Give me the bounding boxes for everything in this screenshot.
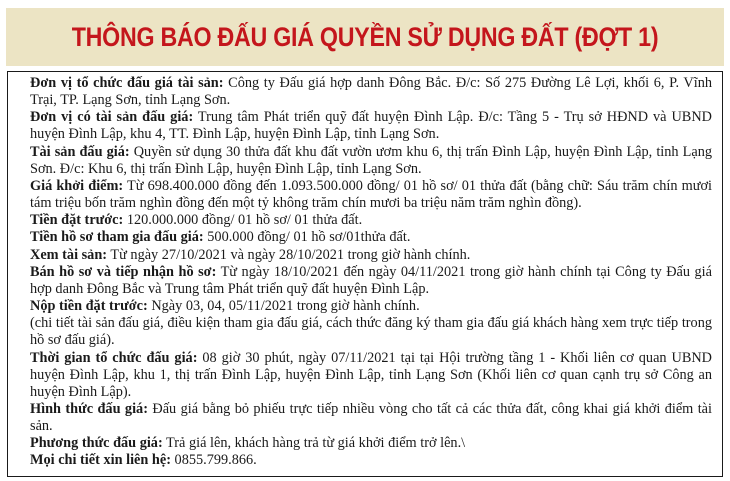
text-starting-price: Từ 698.400.000 đồng đến 1.093.500.000 đồng/ 01 hồ sơ/ 01 thửa đất (bằng chữ: Sáu trăm chín mươi tám triệu bốn trăm nghìn đồng đến một tỷ không trăm chín mươi ba triệu năm trăm nghìn đồng). xyxy=(30,177,712,212)
label-auction-time: Thời gian tổ chức đấu giá: xyxy=(30,349,198,366)
label-deposit: Tiền đặt trước: xyxy=(30,212,124,229)
label-deposit-payment: Nộp tiền đặt trước: xyxy=(30,298,148,315)
paragraph-auction-time xyxy=(30,350,712,401)
label-asset: Tài sản đấu giá: xyxy=(30,143,130,160)
paragraph-dossier-fee xyxy=(30,229,712,246)
paragraph-asset-owner xyxy=(30,109,712,143)
text-asset-owner: Trung tâm Phát triển quỹ đất huyện Đình Lập. Đ/c: Tầng 5 - Trụ sở HĐND và UBND huyện Đình Lập, khu 4, TT. Đình Lập, huyện Đình Lập, tỉnh Lạng Sơn. xyxy=(30,109,712,143)
text-deposit: 120.000.000 đồng/ 01 hồ sơ/ 01 thửa đất. xyxy=(123,212,363,229)
paragraph-organizer xyxy=(30,75,712,109)
paragraph-dossier-sale xyxy=(30,264,712,298)
paragraph-viewing xyxy=(30,247,712,264)
title-banner xyxy=(6,8,724,66)
label-viewing: Xem tài sản: xyxy=(30,246,108,263)
paragraph-auction-method xyxy=(30,435,712,452)
text-organizer: Công ty Đấu giá hợp danh Đông Bắc. Đ/c: Số 275 Đường Lê Lợi, khối 6, P. Vĩnh Trại, TP. Lạng Sơn, tỉnh Lạng Sơn. xyxy=(30,75,713,109)
text-dossier-fee: 500.000 đồng/ 01 hồ sơ/01thửa đất. xyxy=(203,229,411,246)
label-starting-price: Giá khởi điểm: xyxy=(30,177,124,194)
paragraph-details-note xyxy=(30,315,712,349)
paragraph-deposit xyxy=(30,212,712,229)
label-organizer: Đơn vị tổ chức đấu giá tài sản: xyxy=(30,75,224,91)
paragraph-asset xyxy=(30,144,712,178)
text-auction-form: Đấu giá bằng bỏ phiếu trực tiếp nhiều vòng cho tất cả các thửa đất, công khai giá khởi điểm tài sản. xyxy=(30,400,712,435)
text-auction-method: Trả giá lên, khách hàng trả từ giá khởi điểm trở lên.\ xyxy=(162,435,466,452)
paragraph-deposit-payment xyxy=(30,298,712,315)
text-details-note: (chi tiết tài sản đấu giá, điều kiện tham gia đấu giá, cách thức đăng ký tham gia đấu giá khách hàng xem trực tiếp trong hồ sơ đấu giá). xyxy=(30,315,712,349)
label-contact: Mọi chi tiết xin liên hệ: xyxy=(30,452,171,469)
text-viewing: Từ ngày 27/10/2021 và ngày 28/10/2021 trong giờ hành chính. xyxy=(107,246,471,263)
text-deposit-payment: Ngày 03, 04, 05/11/2021 trong giờ hành chính. xyxy=(147,298,420,315)
text-auction-time: 08 giờ 30 phút, ngày 07/11/2021 tại tại Hội trường tầng 1 - Khối liên cơ quan UBND huyện Đình Lập, khu 1, thị trấn Đình Lập, huyện Đình Lập, tỉnh Lạng Sơn (Khối liên cơ quan cạnh trụ sở Công an huyện Đình Lập). xyxy=(30,349,712,400)
paragraph-contact xyxy=(30,452,712,469)
notice-title: THÔNG BÁO ĐẤU GIÁ QUYỀN SỬ DỤNG ĐẤT (ĐỢT 1) xyxy=(71,21,659,52)
text-asset: Quyền sử dụng 30 thửa đất khu đất vườn ươm khu 6, thị trấn Đình Lập, huyện Đình Lập, tỉnh Lạng Sơn. Đ/c: Khu 6, thị trấn Đình Lập, huyện Đình Lập, tỉnh Lạng Sơn. xyxy=(30,143,713,177)
text-contact: 0855.799.866. xyxy=(170,452,257,469)
label-auction-form: Hình thức đấu giá: xyxy=(30,400,148,417)
label-auction-method: Phương thức đấu giá: xyxy=(30,435,163,452)
label-asset-owner: Đơn vị có tài sản đấu giá: xyxy=(30,109,194,126)
label-dossier-sale: Bán hồ sơ và tiếp nhận hồ sơ: xyxy=(30,263,217,280)
notice-body xyxy=(7,71,723,477)
text-dossier-sale: Từ ngày 18/10/2021 đến ngày 04/11/2021 trong giờ hành chính tại Công ty Đấu giá hợp danh Đông Bắc và Trung tâm Phát triển quỹ đất huyện Đình Lập. xyxy=(30,263,713,297)
paragraph-starting-price xyxy=(30,178,712,212)
paragraph-auction-form xyxy=(30,401,712,435)
label-dossier-fee: Tiền hồ sơ tham gia đấu giá: xyxy=(30,229,204,246)
